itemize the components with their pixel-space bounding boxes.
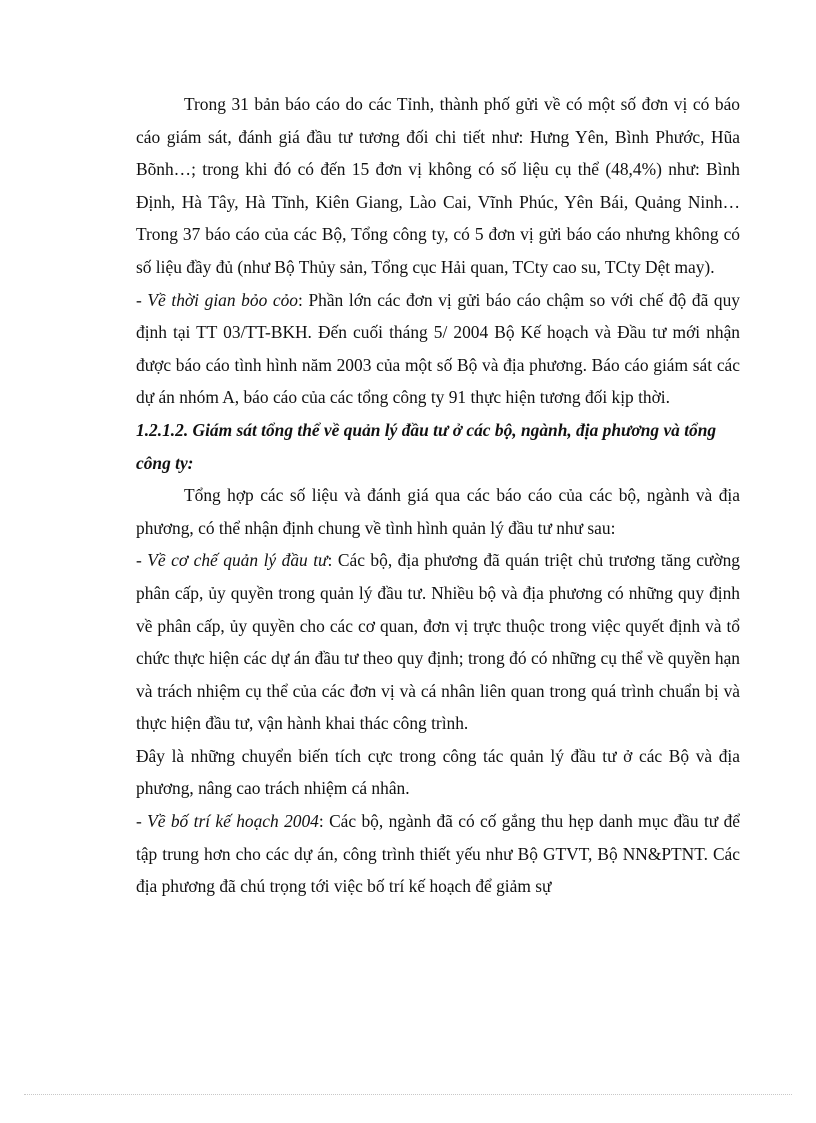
page-bottom-divider [24,1094,792,1095]
paragraph-body-reporting-time: : Phần lớn các đơn vị gửi báo cáo chậm so với chế độ đã quy định tại TT 03/TT-BKH. Đến cuối tháng 5/ 2004 Bộ Kế hoạch và Đầu tư mới nhận được báo cáo tình hình năm 2003 của một số Bộ và địa phương. Báo cáo giám sát các dự án nhóm A, báo cáo của các tổng công ty 91 thực hiện tương đối kịp thời. [136,289,740,408]
paragraph-plan-2004 [136,805,740,903]
paragraph-management-mechanism [136,544,740,740]
paragraph-reporting-time [136,284,740,414]
paragraph-lead-reporting-time: - Về thời gian bỏo cỏo [136,289,298,310]
paragraph-lead-management-mechanism: - Về cơ chế quản lý đầu tư [136,550,328,571]
paragraph-lead-plan-2004: - Về bố trí kế hoạch 2004 [136,811,319,832]
paragraph-body-management-mechanism: : Các bộ, địa phương đã quán triệt chủ trương tăng cường phân cấp, ủy quyền trong quản lý đầu tư. Nhiều bộ và địa phương có những quy định về phân cấp, ủy quyền cho các cơ quan, đơn vị trực thuộc trong việc quyết định và tổ chức thực hiện các dự án đầu tư theo quy định; trong đó có những cụ thể về quyền hạn và trách nhiệm cụ thể của các đơn vị và cá nhân liên quan trong quá trình chuẩn bị và thực hiện đầu tư, vận hành khai thác công trình. [136,550,740,734]
paragraph-body-plan-2004: : Các bộ, ngành đã có cố gắng thu hẹp danh mục đầu tư để tập trung hơn cho các dự án, công trình thiết yếu như Bộ GTVT, Bộ NN&PTNT. Các địa phương đã chú trọng tới việc bố trí kế hoạch để giảm sự [136,811,740,897]
paragraph-reports-summary: Trong 31 bản báo cáo do các Tỉnh, thành phố gửi về có một số đơn vị có báo cáo giám sát, đánh giá đầu tư tương đối chi tiết như: Hưng Yên, Bình Phước, Hũa Bõnh…; trong khi đó có đến 15 đơn vị không có số liệu cụ thể (48,4%) như: Bình Định, Hà Tây, Hà Tĩnh, Kiên Giang, Lào Cai, Vĩnh Phúc, Yên Bái, Quảng Ninh…Trong 37 báo cáo của các Bộ, Tổng công ty, có 5 đơn vị gửi báo cáo nhưng không có số liệu đầy đủ (như Bộ Thủy sản, Tổng cục Hải quan, TCty cao su, TCty Dệt may). [136,94,740,277]
document-page [136,88,740,903]
paragraph-synthesis: Tổng hợp các số liệu và đánh giá qua các báo cáo của các bộ, ngành và địa phương, có thể nhận định chung về tình hình quản lý đầu tư như sau: [136,485,740,538]
paragraph-positive-changes: Đây là những chuyển biến tích cực trong công tác quản lý đầu tư ở các Bộ và địa phương, nâng cao trách nhiệm cá nhân. [136,745,740,799]
section-heading: 1.2.1.2. Giám sát tổng thể về quản lý đầu tư ở các bộ, ngành, địa phương và tổng công ty: [136,419,717,473]
